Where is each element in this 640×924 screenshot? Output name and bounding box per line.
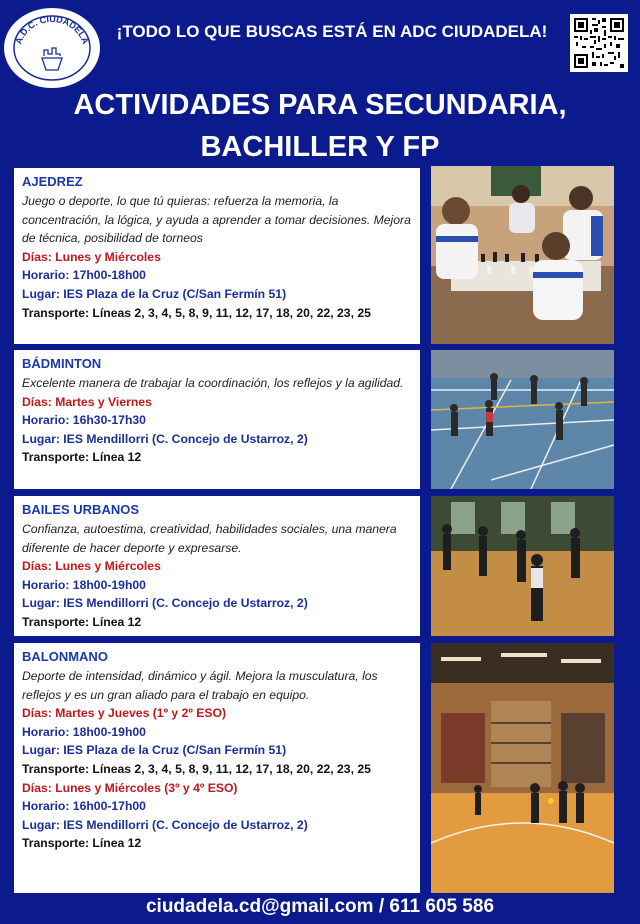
activity-title: BALONMANO <box>22 649 108 664</box>
activity-title: AJEDREZ <box>22 174 83 189</box>
activity-place: Lugar: IES Mendillorri (C. Concejo de Ustarroz, 2) <box>22 596 308 611</box>
qr-code-icon[interactable] <box>570 14 628 72</box>
tagline: ¡TODO LO QUE BUSCAS ESTÁ EN ADC CIUDADELA! <box>116 22 548 41</box>
activity-description: Confianza, autoestima, creatividad, habilidades sociales, una manera diferente de hacer deporte y expresarse. <box>22 522 397 555</box>
page-title <box>0 84 640 168</box>
photo-badminton-court <box>431 350 614 489</box>
activity-transport: Transporte: Líneas 2, 3, 4, 5, 8, 9, 11, 12, 17, 18, 20, 22, 23, 25 <box>22 305 371 320</box>
title-line-1: ACTIVIDADES PARA SECUNDARIA, <box>73 89 567 121</box>
activity-days: Días: Martes y Jueves (1º y 2º ESO) <box>22 706 226 721</box>
activity-card-ajedrez <box>14 168 420 344</box>
activity-title: BAILES URBANOS <box>22 502 140 517</box>
activity-card-badminton <box>14 350 420 489</box>
activity-place-2: Lugar: IES Mendillorri (C. Concejo de Ustarroz, 2) <box>22 817 308 832</box>
activity-transport: Transporte: Línea 12 <box>22 614 142 629</box>
activity-description: Excelente manera de trabajar la coordinación, los reflejos y la agilidad. <box>22 376 404 390</box>
activity-hours: Horario: 18h00-19h00 <box>22 724 146 739</box>
activity-days: Días: Lunes y Miércoles <box>22 249 161 264</box>
photo-chess-players <box>431 166 614 344</box>
title-line-2: BACHILLER Y FP <box>200 131 440 163</box>
activity-days: Días: Martes y Viernes <box>22 394 152 409</box>
activity-card-balonmano <box>14 643 420 893</box>
activity-description: Deporte de intensidad, dinámico y ágil. Mejora la musculatura, los reflejos y es un gran aliado para el trabajo en equipo. <box>22 669 378 702</box>
activity-hours: Horario: 17h00-18h00 <box>22 268 146 283</box>
club-logo <box>4 8 100 88</box>
activity-hours-2: Horario: 16h00-17h00 <box>22 799 146 814</box>
activity-hours: Horario: 16h30-17h30 <box>22 413 146 428</box>
activity-place: Lugar: IES Plaza de la Cruz (C/San Fermín 51) <box>22 743 287 758</box>
contact-footer: ciudadela.cd@gmail.com / 611 605 586 <box>145 896 495 917</box>
activity-transport: Transporte: Líneas 2, 3, 4, 5, 8, 9, 11, 12, 17, 18, 20, 22, 23, 25 <box>22 761 371 776</box>
svg-text:A.D.C. CIUDADELA: A.D.C. CIUDADELA <box>13 13 91 46</box>
activity-card-bailes-urbanos <box>14 496 420 636</box>
activity-place: Lugar: IES Mendillorri (C. Concejo de Ustarroz, 2) <box>22 431 308 446</box>
activity-transport-2: Transporte: Línea 12 <box>22 836 142 851</box>
activity-hours: Horario: 18h00-19h00 <box>22 577 146 592</box>
activity-days: Días: Lunes y Miércoles <box>22 559 161 574</box>
activity-days-2: Días: Lunes y Miércoles (3º y 4º ESO) <box>22 780 238 795</box>
activity-description: Juego o deporte, lo que tú quieras: refuerza la memoria, la concentración, la lógica, y ayuda a aprender a tomar decisiones. Mejora de técnica, posibilidad de torneos <box>22 194 411 246</box>
activity-place: Lugar: IES Plaza de la Cruz (C/San Fermín 51) <box>22 286 287 301</box>
photo-handball-gym <box>431 643 614 893</box>
activity-title: BÁDMINTON <box>22 356 102 371</box>
photo-urban-dance <box>431 496 614 636</box>
header <box>0 0 640 162</box>
activity-transport: Transporte: Línea 12 <box>22 450 142 465</box>
